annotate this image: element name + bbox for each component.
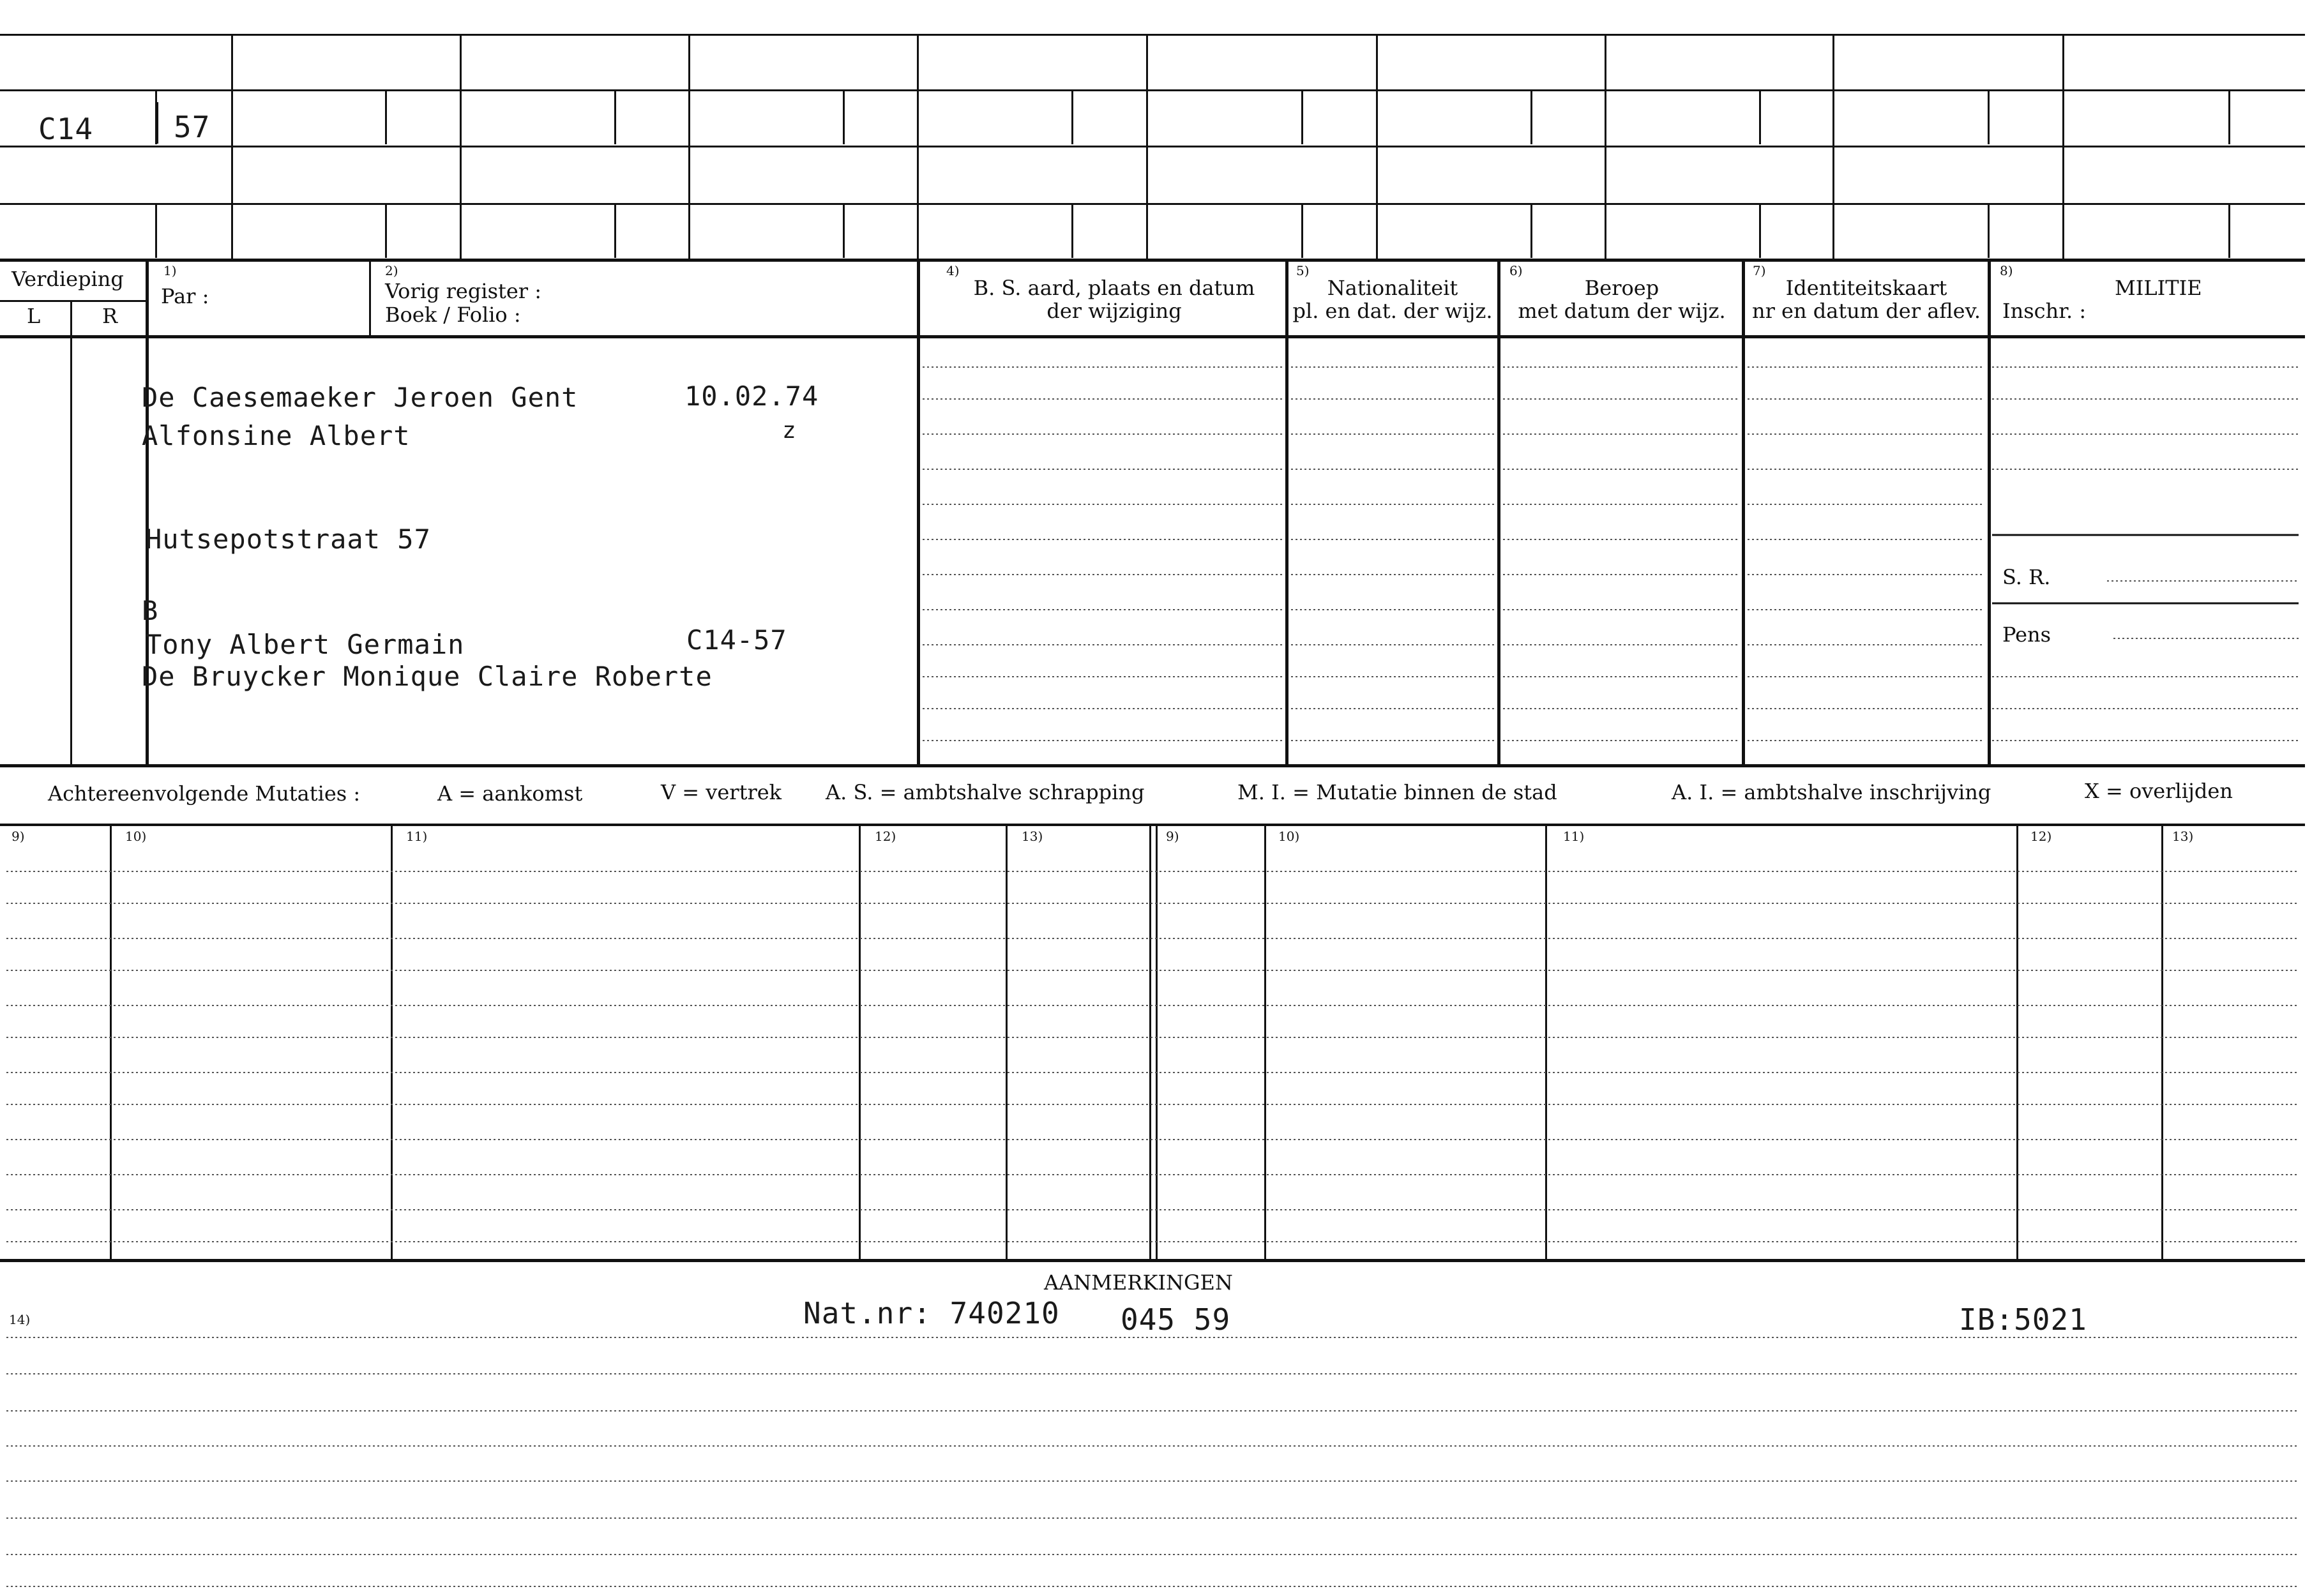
father-name: Tony Albert Germain [146, 629, 465, 660]
legend-aankomst: A = aankomst [437, 781, 583, 806]
beroep-header-line2: met datum der wijz. [1518, 299, 1726, 323]
status-mark: z [782, 418, 797, 444]
verdieping-label: Verdieping [11, 267, 124, 291]
reference-code: C14-57 [686, 624, 787, 656]
legend-mutatie-binnen-stad: M. I. = Mutatie binnen de stad [1237, 780, 1557, 804]
mutation-col-11: 11) [406, 829, 428, 844]
bs-header-line2: der wijziging [1046, 299, 1182, 323]
mutation-col-9: 9) [11, 829, 25, 844]
legend-vertrek: V = vertrek [661, 780, 782, 804]
par-label: Par : [161, 284, 209, 308]
column-number-1: 1) [163, 263, 177, 278]
nationaliteit-header-line1: Nationaliteit [1327, 276, 1458, 300]
beroep-header-line1: Beroep [1584, 276, 1659, 300]
national-number-suffix: 045 59 [1121, 1302, 1231, 1337]
resident-name: De Caesemaeker Jeroen Gent [142, 382, 578, 413]
bs-header-line1: B. S. aard, plaats en datum [973, 276, 1255, 300]
mutation-col-11b: 11) [1563, 829, 1585, 844]
legend-ambtshalve-schrapping: A. S. = ambtshalve schrapping [826, 780, 1145, 804]
mutation-col-12b: 12) [2030, 829, 2052, 844]
militie-header: MILITIE [2115, 276, 2202, 300]
identiteitskaart-header-line2: nr en datum der aflev. [1751, 299, 1981, 323]
sr-label: S. R. [2002, 565, 2051, 589]
pens-label: Pens [2002, 622, 2051, 647]
resident-name-line2: Alfonsine Albert [142, 420, 411, 451]
boek-folio-label: Boek / Folio : [385, 303, 521, 327]
remarks-title: AANMERKINGEN [1044, 1270, 1233, 1295]
ib-code: IB:5021 [1959, 1302, 2087, 1337]
column-number-8: 8) [2000, 263, 2013, 278]
mutation-col-13: 13) [1022, 829, 1043, 844]
inschr-label: Inschr. : [2002, 299, 2087, 323]
legend-overlijden: X = overlijden [2085, 779, 2233, 803]
letter-code: B [142, 595, 159, 626]
mutation-col-10b: 10) [1278, 829, 1300, 844]
street-address: Hutsepotstraat 57 [146, 523, 431, 555]
mother-name: De Bruycker Monique Claire Roberte [142, 661, 713, 692]
legend-title: Achtereenvolgende Mutaties : [48, 781, 361, 806]
section-code: C14 [38, 112, 94, 146]
column-number-6: 6) [1509, 263, 1523, 278]
floor-r-label: R [102, 304, 118, 328]
identiteitskaart-header-line1: Identiteitskaart [1785, 276, 1947, 300]
nationaliteit-header-line2: pl. en dat. der wijz. [1292, 299, 1493, 323]
mutation-col-10: 10) [125, 829, 147, 844]
remarks-number-14: 14) [9, 1312, 31, 1327]
floor-l-label: L [27, 304, 41, 328]
vorig-register-label: Vorig register : [385, 279, 542, 303]
column-number-2: 2) [385, 263, 398, 278]
legend-ambtshalve-inschrijving: A. I. = ambtshalve inschrijving [1672, 780, 1991, 804]
column-number-5: 5) [1296, 263, 1310, 278]
national-number: Nat.nr: 740210 [803, 1296, 1060, 1330]
column-number-7: 7) [1753, 263, 1766, 278]
mutation-col-9b: 9) [1166, 829, 1179, 844]
column-number-4: 4) [946, 263, 960, 278]
mutation-col-13b: 13) [2172, 829, 2194, 844]
mutation-col-12: 12) [875, 829, 896, 844]
birth-date: 10.02.74 [684, 380, 819, 412]
house-number-code: 57 [174, 110, 211, 144]
